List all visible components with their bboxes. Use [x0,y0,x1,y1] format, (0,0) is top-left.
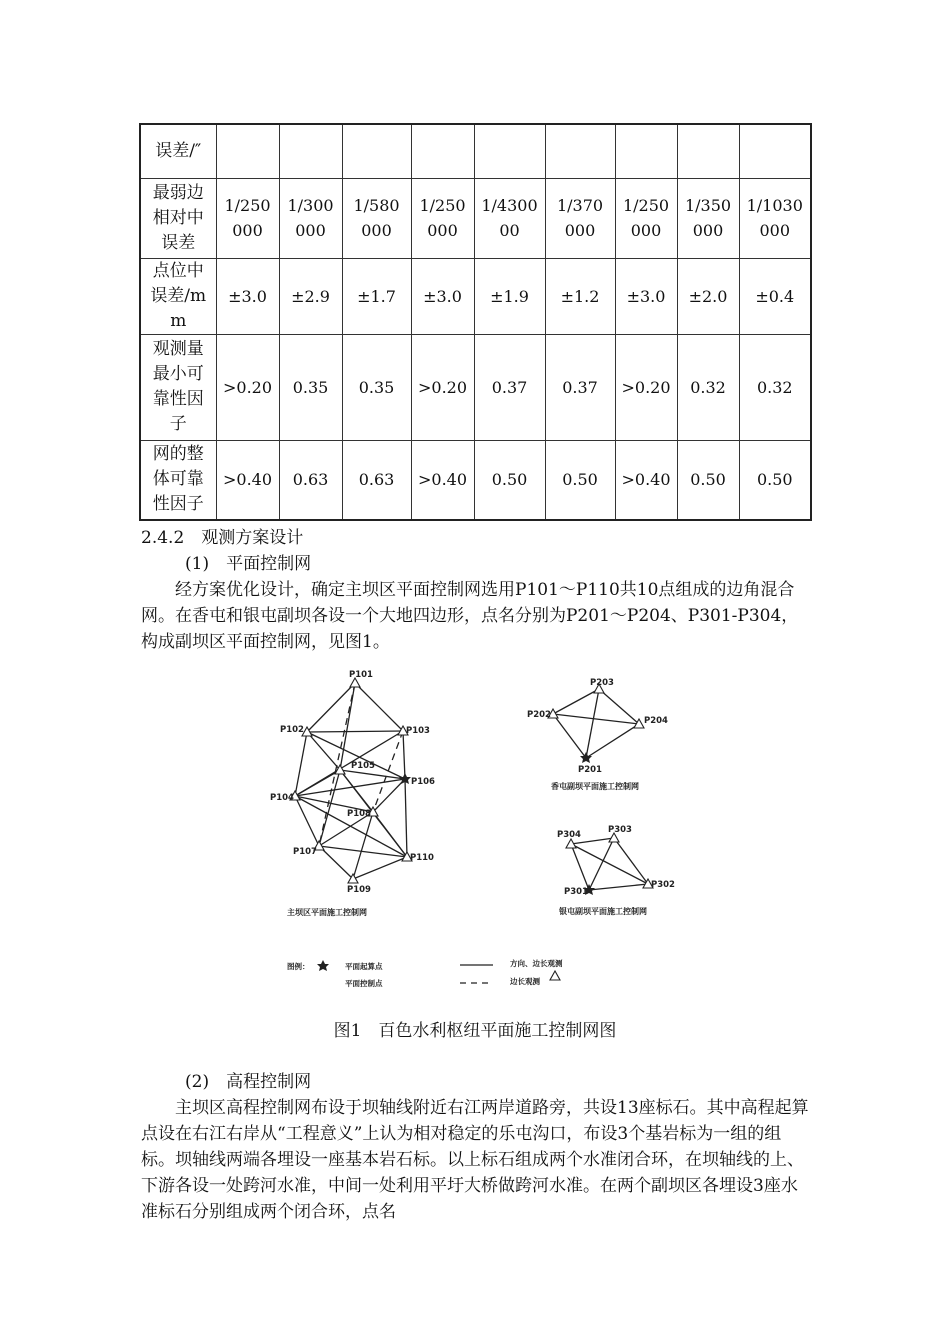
table-row [140,178,811,258]
point-label: P102 [280,725,304,735]
xiangtun-net-lines [553,689,639,758]
point-label: P302 [651,880,675,890]
legend-star-label: 平面起算点 [345,962,383,971]
table-cell: ±2.0 [677,258,739,334]
row-header: 最弱边相对中误差 [140,178,216,258]
table-cell: 0.50 [545,440,615,520]
legend-dashed-label: 边长观测 [510,977,540,986]
triangle-icon [550,971,560,980]
point-label: P106 [411,777,435,787]
yintun-net-lines [571,838,648,890]
table-cell: >0.20 [615,334,677,440]
row-header: 点位中误差/mm [140,258,216,334]
point-label: P101 [349,670,373,680]
table-cell [739,124,811,178]
table-cell: ±3.0 [411,258,474,334]
control-network-figure [255,668,695,998]
accuracy-table [139,123,812,521]
table-cell: >0.40 [615,440,677,520]
table-cell: 0.35 [342,334,411,440]
table-cell: 0.50 [474,440,545,520]
point-label: P103 [406,726,430,736]
table-cell: 0.63 [279,440,342,520]
table-cell: ±2.9 [279,258,342,334]
table-cell: 1/1030000 [739,178,811,258]
table-cell: ±3.0 [216,258,279,334]
table-cell: 0.50 [677,440,739,520]
legend-solid-label: 方向、边长观测 [510,959,563,968]
table-row [140,258,811,334]
table-cell: 0.32 [739,334,811,440]
figure-caption: 图1 百色水利枢纽平面施工控制网图 [333,1021,617,1041]
table-row [140,124,811,178]
section-heading: 2.4.2 观测方案设计 [141,528,304,548]
table-cell: 0.32 [677,334,739,440]
point-label: P304 [557,830,581,840]
subsection-heading: (2) 高程控制网 [185,1072,312,1092]
yintun-net-title: 银屯副坝平面施工控制网 [559,907,647,916]
main-net-title: 主坝区平面施工控制网 [287,908,367,917]
row-header: 误差/″ [140,124,216,178]
point-label: P109 [347,885,371,895]
table-cell: 0.37 [474,334,545,440]
row-header: 观测量最小可靠性因子 [140,334,216,440]
table-cell: 1/580000 [342,178,411,258]
subsection-heading: (1) 平面控制网 [185,554,312,574]
row-header: 网的整体可靠性因子 [140,440,216,520]
table-cell: 0.50 [739,440,811,520]
table-cell: 0.63 [342,440,411,520]
table-cell: 0.35 [279,334,342,440]
table-cell: >0.20 [411,334,474,440]
figure-legend [287,958,563,988]
point-label: P110 [410,853,434,863]
table-row [140,334,811,440]
table-cell: 1/250000 [216,178,279,258]
point-label: P202 [527,710,551,720]
point-label: P203 [590,678,614,688]
table-cell: 1/250000 [411,178,474,258]
table-cell: 0.37 [545,334,615,440]
table-cell: >0.40 [411,440,474,520]
xiangtun-net-title: 香屯副坝平面施工控制网 [551,782,639,791]
table-cell: 1/430000 [474,178,545,258]
point-label: P201 [578,765,602,775]
control-point-markers [290,678,653,980]
point-label: P204 [644,716,668,726]
point-label: P303 [608,825,632,835]
point-label: P108 [347,809,371,819]
legend-label: 图例： [287,962,310,971]
table-cell [615,124,677,178]
table-cell: 1/300000 [279,178,342,258]
table-cell: ±0.4 [739,258,811,334]
table-cell: 1/350000 [677,178,739,258]
table-cell: ±1.9 [474,258,545,334]
table-cell: ±3.0 [615,258,677,334]
point-label: P301 [564,887,588,897]
point-label: P104 [270,793,294,803]
table-cell [474,124,545,178]
table-cell [411,124,474,178]
table-cell [677,124,739,178]
table-cell: >0.40 [216,440,279,520]
table-cell: ±1.7 [342,258,411,334]
table-cell: 1/370000 [545,178,615,258]
star-icon [317,960,329,971]
star-icon [580,752,592,763]
paragraph: 主坝区高程控制网布设于坝轴线附近右江两岸道路旁，共设13座标石。其中高程起算点设在右江右岸从“工程意义”上认为相对稳定的乐屯沟口，布设3个基岩标为一组的组标。坝轴线两端各埋设一座基本岩石标。以上标石组成两个水准闭合环，在坝轴线的上、下游各设一处跨河水准，中间一处利用平圩大桥做跨河水准。在两个副坝区各埋设3座水准标石分别组成两个闭合环，点名 [141,1098,809,1222]
table-cell: 1/250000 [615,178,677,258]
table-cell [545,124,615,178]
point-label: P105 [351,761,375,771]
table-cell [342,124,411,178]
table-cell [279,124,342,178]
legend-triangle-label: 平面控制点 [345,979,383,988]
table-row [140,440,811,520]
table-cell [216,124,279,178]
paragraph: 经方案优化设计，确定主坝区平面控制网选用P101～P110共10点组成的边角混合网。在香屯和银屯副坝各设一个大地四边形，点名分别为P201～P204、P301-P304，构成副坝区平面控制网，见图1。 [141,580,799,652]
point-label: P107 [293,847,317,857]
table-cell: ±1.2 [545,258,615,334]
table-cell: >0.20 [216,334,279,440]
